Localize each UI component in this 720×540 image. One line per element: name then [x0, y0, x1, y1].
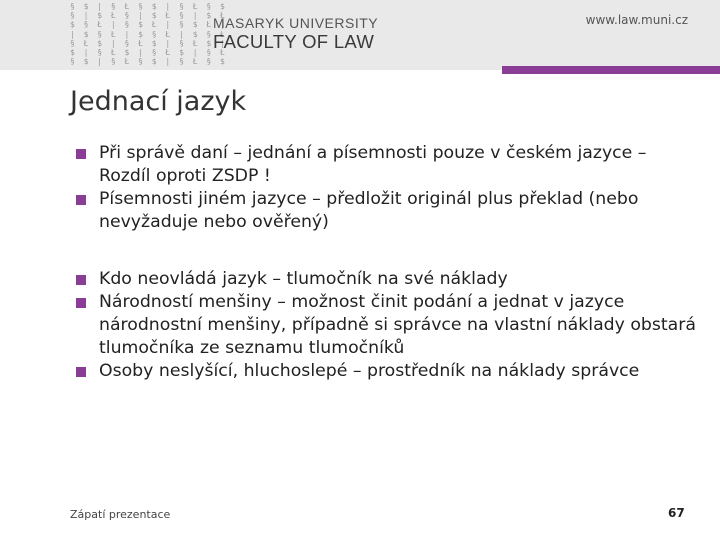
website-url[interactable]: www.law.muni.cz: [585, 13, 688, 27]
bullet-square-icon: [76, 195, 86, 205]
faculty-name: FACULTY OF LAW: [213, 31, 375, 52]
bullet-text: Osoby neslyšící, hluchoslepé – prostředník na náklady správce: [99, 361, 640, 381]
slide-title: Jednací jazyk: [70, 86, 247, 117]
bullet-list: [76, 142, 700, 383]
footer-text: Zápatí prezentace: [70, 508, 171, 521]
accent-bar: [502, 66, 720, 74]
bullet-item: [76, 360, 700, 383]
bullet-text: Kdo neovládá jazyk – tlumočník na své náklady: [99, 269, 508, 289]
bullet-item: [76, 291, 700, 360]
slide-header: [0, 0, 720, 70]
bullet-text: Písemnosti jiném jazyce – předložit originál plus překlad (nebo nevyžaduje nebo ověřený): [99, 189, 639, 232]
bullet-square-icon: [76, 367, 86, 377]
bullet-text: Národností menšiny – možnost činit podání a jednat v jazyce národnostní menšiny, případně si správce na vlastní náklady obstará tlumočníka ze seznamu tlumočníků: [99, 292, 696, 358]
university-name: MASARYK UNIVERSITY: [213, 15, 379, 31]
page-number: 67: [668, 506, 685, 520]
bullet-square-icon: [76, 298, 86, 308]
bullet-square-icon: [76, 149, 86, 159]
university-logo-icon: § $ | § Ł § $ | § Ł § $ § | $ Ł § | $ Ł § | $ Ł $ § Ł | § $ Ł | § $ Ł | | $ § Ł | $ § Ł | $ § Ł § Ł $ | § Ł $ | § Ł $ | $ | § Ł $ | § Ł $ | § Ł § $ | § Ł § $ | § Ł § $: [70, 2, 227, 67]
bullet-item: [76, 142, 700, 188]
bullet-item: [76, 268, 700, 291]
bullet-text: Při správě daní – jednání a písemnosti pouze v českém jazyce – Rozdíl oproti ZSDP !: [99, 143, 647, 186]
bullet-square-icon: [76, 275, 86, 285]
bullet-item: [76, 188, 700, 234]
